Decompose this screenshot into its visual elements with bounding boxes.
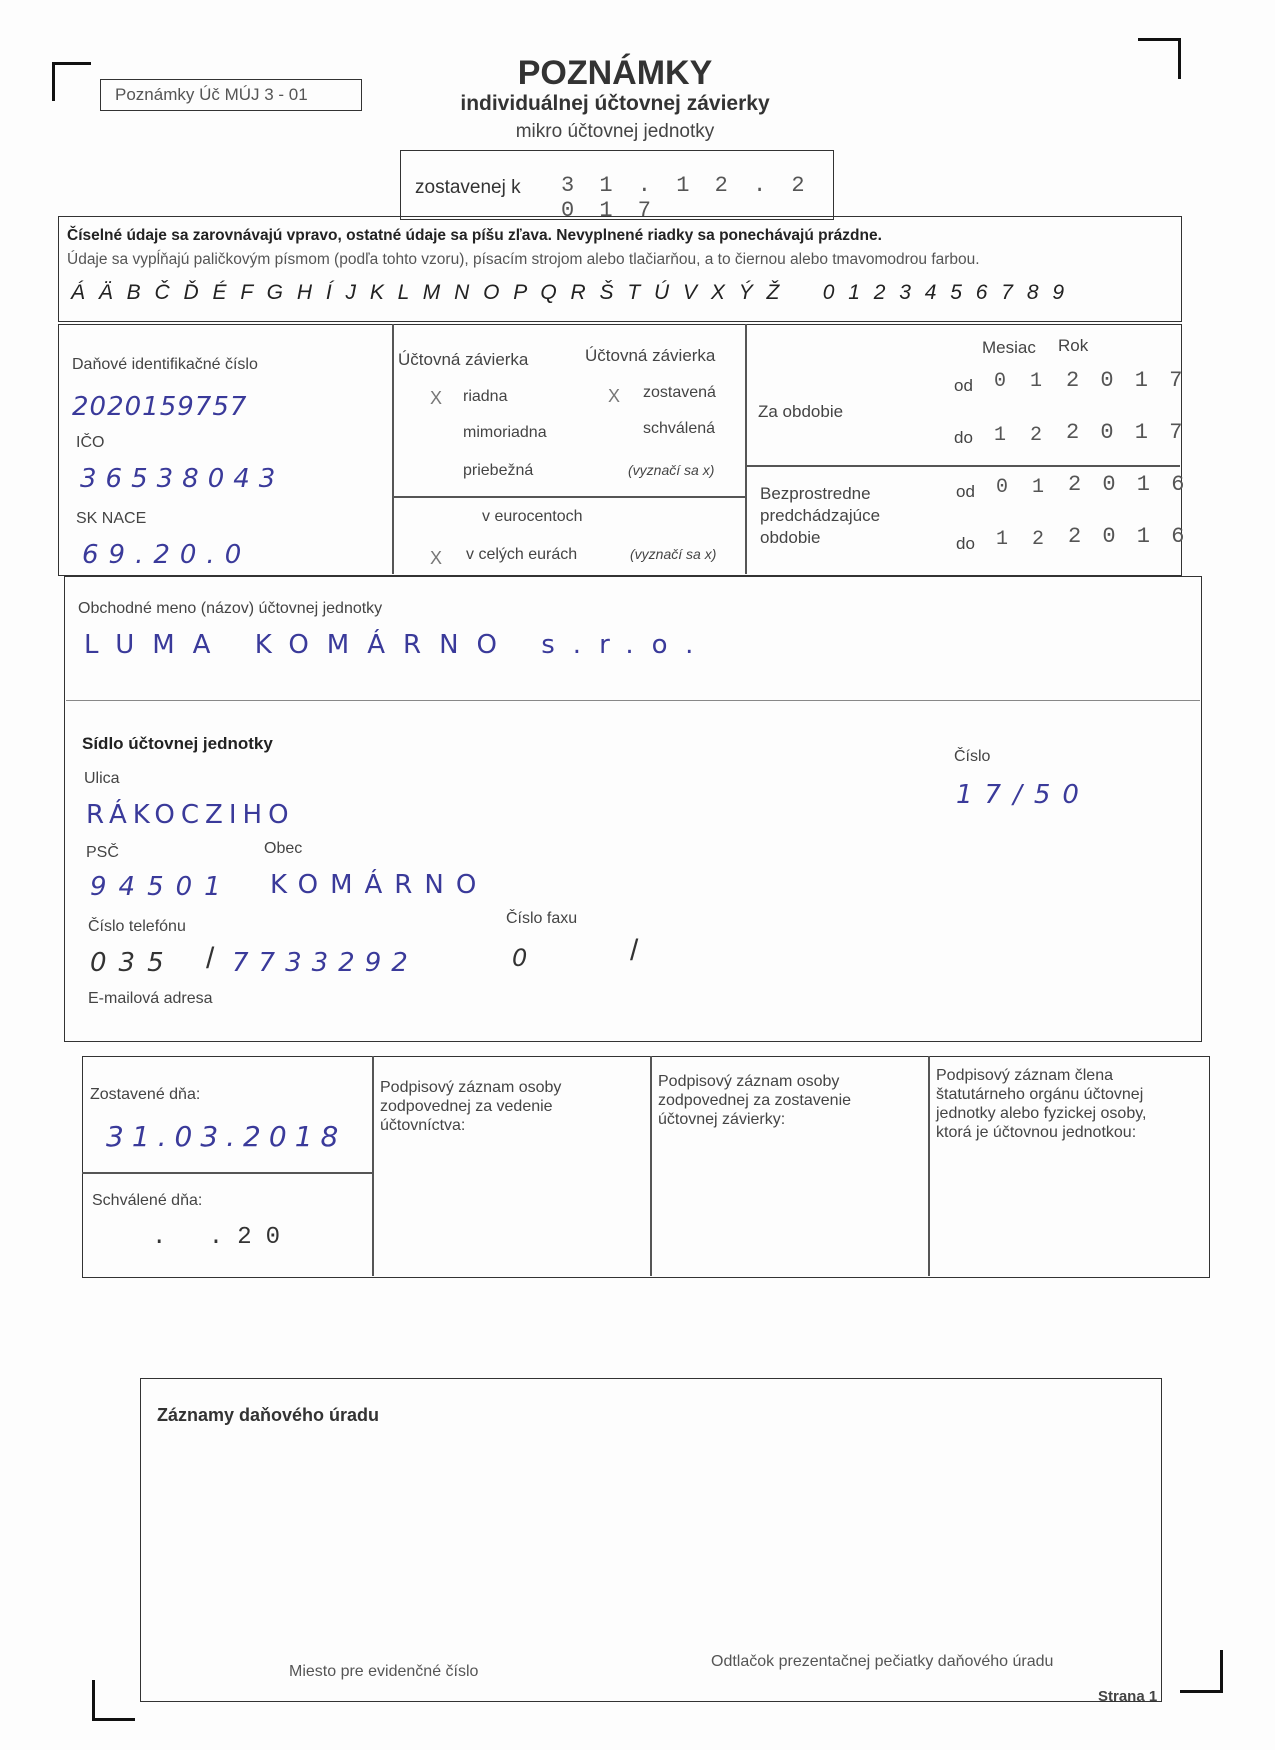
divider xyxy=(745,324,747,574)
fax-label: Číslo faxu xyxy=(506,910,578,927)
instructions-line-2: Údaje sa vypĺňajú paličkovým písmom (podľa tohto vzoru), písacím strojom alebo tlačiarňou, a to čiernou alebo tmavomodrou farbou. xyxy=(67,251,980,268)
approved-on-label: Schválené dňa: xyxy=(92,1192,203,1209)
current-to-label: do xyxy=(954,428,973,447)
previous-from-month: 0 1 xyxy=(996,476,1051,499)
current-from-year: 2 0 1 7 xyxy=(1066,368,1187,393)
eura-label: v celých eurách xyxy=(466,546,578,563)
phone-label: Číslo telefónu xyxy=(88,918,186,935)
phone-prefix: 035 xyxy=(90,948,176,978)
mark-hint: (vyznačí sa x) xyxy=(628,462,715,478)
zostavena-check: X xyxy=(608,386,621,406)
psc-value: 94501 xyxy=(90,872,233,902)
previous-to-month: 1 2 xyxy=(996,528,1051,551)
approved-on-value: . .20 xyxy=(152,1224,295,1251)
number-label: Číslo xyxy=(954,748,991,765)
compiled-on-label: Zostavené dňa: xyxy=(90,1086,201,1103)
evidence-number-label: Miesto pre evidenčné číslo xyxy=(289,1663,479,1680)
stamp-label: Odtlačok prezentačnej pečiatky daňového úradu xyxy=(711,1653,1054,1670)
instructions-line-1: Číselné údaje sa zarovnávajú vpravo, ostatné údaje sa píšu zľava. Nevyplnené riadky sa ponechávajú prázdne. xyxy=(67,227,882,244)
previous-period-label-1: Bezprostredne xyxy=(760,484,871,503)
form-code: Poznámky Úč MÚJ 3 - 01 xyxy=(115,85,308,104)
nace-label: SK NACE xyxy=(76,510,147,527)
city-label: Obec xyxy=(264,840,303,857)
previous-to-label: do xyxy=(956,534,975,553)
company-name-value: LUMA KOMÁRNO s.r.o. xyxy=(84,630,712,660)
current-to-month: 1 2 xyxy=(994,424,1049,447)
page-subtitle: individuálnej účtovnej závierky xyxy=(460,92,770,115)
current-from-label: od xyxy=(954,376,973,395)
corner-mark-top-right xyxy=(1138,38,1181,79)
tax-office-title: Záznamy daňového úradu xyxy=(157,1405,380,1425)
divider xyxy=(928,1056,930,1276)
company-name-label: Obchodné meno (názov) účtovnej jednotky xyxy=(78,600,383,617)
nace-value: 69.20.0 xyxy=(82,540,252,570)
corner-mark-top-left xyxy=(52,62,91,101)
page-title: POZNÁMKY xyxy=(517,54,713,92)
fax-separator: / xyxy=(630,934,639,967)
corner-mark-bottom-left xyxy=(92,1680,135,1721)
city-value: KOMÁRNO xyxy=(270,870,489,900)
divider xyxy=(745,465,1180,467)
priebezna-label: priebežná xyxy=(463,462,534,479)
ico-label: IČO xyxy=(76,434,105,451)
statement-status-header: Účtovná závierka xyxy=(585,346,716,365)
email-label: E-mailová adresa xyxy=(88,990,213,1007)
signature-statutory-label: Podpisový záznam člena štatutárneho orgánu účtovnej jednotky alebo fyzickej osoby, ktorá je účtovnou jednotkou: xyxy=(936,1067,1147,1141)
previous-to-year: 2 0 1 6 xyxy=(1068,524,1189,549)
sample-alphabet: Á Ä B Č Ď É F G H Í J K L M N O P Q R Š T Ú V X Ý Ž 0 1 2 3 4 5 6 7 8 9 xyxy=(71,281,1069,304)
compiled-date-box xyxy=(400,150,834,223)
compiled-on-value: 31.03.2018 xyxy=(106,1120,347,1153)
ico-value: 36538043 xyxy=(80,464,285,494)
schvalena-label: schválená xyxy=(643,420,716,437)
divider xyxy=(82,1172,372,1174)
previous-from-year: 2 0 1 6 xyxy=(1068,472,1189,497)
mimoriadna-label: mimoriadna xyxy=(463,424,547,441)
divider xyxy=(392,324,394,574)
month-label: Mesiac xyxy=(982,338,1036,357)
tax-office-block xyxy=(140,1378,1162,1702)
year-label: Rok xyxy=(1058,336,1089,355)
statement-type-header: Účtovná závierka xyxy=(398,350,529,369)
signature-compiler-label: Podpisový záznam osoby zodpovednej za zostavenie účtovnej závierky: xyxy=(658,1073,852,1128)
current-period-label: Za obdobie xyxy=(758,402,844,421)
current-to-year: 2 0 1 7 xyxy=(1066,420,1187,445)
number-value: 17/50 xyxy=(956,780,1091,810)
fax-prefix: 0 xyxy=(512,944,542,972)
phone-separator: / xyxy=(206,942,215,975)
riadna-label: riadna xyxy=(463,388,508,405)
address-section-title: Sídlo účtovnej jednotky xyxy=(82,734,273,753)
phone-value: 7733292 xyxy=(232,948,418,978)
dic-label: Daňové identifikačné číslo xyxy=(72,356,258,373)
dic-value: 2020159757 xyxy=(72,392,248,422)
previous-period-label-2: predchádzajúce xyxy=(760,506,881,525)
page-subtitle-2: mikro účtovnej jednotky xyxy=(515,121,715,142)
zostavena-label: zostavená xyxy=(643,384,716,401)
eura-check: X xyxy=(430,548,443,568)
mark-hint-2: (vyznačí sa x) xyxy=(630,546,717,562)
form-code-box xyxy=(100,79,362,111)
divider xyxy=(392,496,745,498)
divider xyxy=(650,1056,652,1276)
compiled-date: 3 1 . 1 2 . 2 0 1 7 xyxy=(561,173,811,223)
previous-from-label: od xyxy=(956,482,975,501)
instructions-box xyxy=(58,216,1182,322)
current-from-month: 0 1 xyxy=(994,370,1049,393)
page-number: Strana 1 xyxy=(1098,1688,1158,1705)
corner-mark-bottom-right xyxy=(1180,1650,1223,1693)
compiled-label: zostavenej k xyxy=(415,177,521,198)
street-label: Ulica xyxy=(84,770,120,787)
street-value: RÁKOCZIHO xyxy=(86,800,295,830)
divider xyxy=(66,700,1200,701)
previous-period-label-3: obdobie xyxy=(760,528,821,547)
divider xyxy=(372,1056,374,1276)
riadna-check: X xyxy=(430,388,443,408)
psc-label: PSČ xyxy=(86,844,119,861)
eurocent-label: v eurocentoch xyxy=(482,508,583,525)
signature-accountant-label: Podpisový záznam osoby zodpovednej za vedenie účtovníctva: xyxy=(380,1079,562,1134)
